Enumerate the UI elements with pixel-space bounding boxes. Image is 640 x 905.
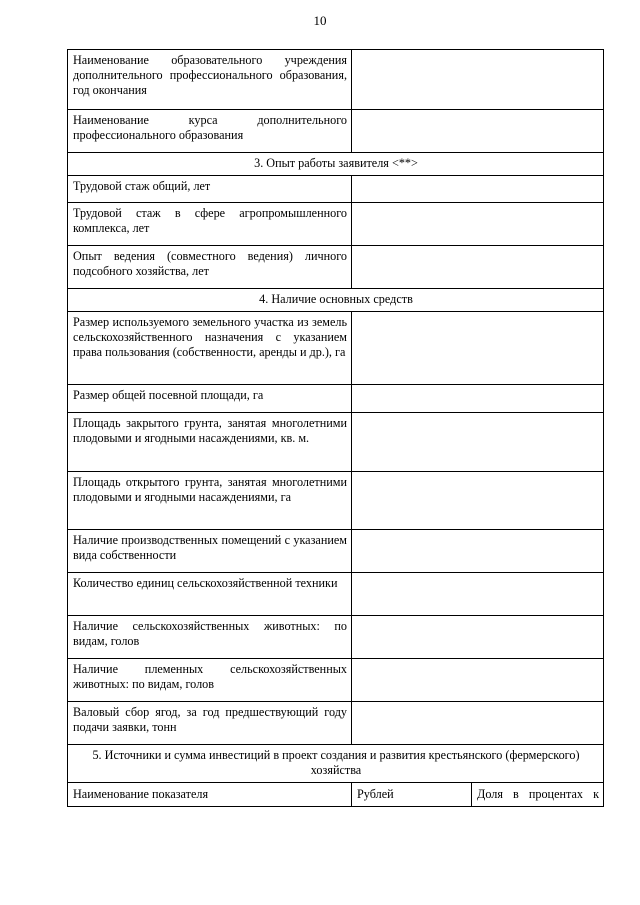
section-header-row <box>68 289 604 312</box>
row-label: Наличие племенных сельскохозяйственных животных: по видам, голов <box>68 659 352 702</box>
row-value-field[interactable] <box>352 616 604 659</box>
row-value-field[interactable] <box>352 176 604 203</box>
column-header-indicator: Наименование показателя <box>68 783 352 807</box>
form-row <box>68 413 604 472</box>
row-label: Трудовой стаж в сфере агропромышленного комплекса, лет <box>68 203 352 246</box>
row-value-field[interactable] <box>352 530 604 573</box>
row-label: Наличие сельскохозяйственных животных: по видам, голов <box>68 616 352 659</box>
form-row <box>68 203 604 246</box>
form-row <box>68 702 604 745</box>
section-header-row <box>68 153 604 176</box>
row-label: Валовый сбор ягод, за год предшествующий году подачи заявки, тонн <box>68 702 352 745</box>
table-header-row <box>68 783 604 807</box>
row-label: Площадь открытого грунта, занятая многолетними плодовыми и ягодными насаждениями, га <box>68 472 352 530</box>
row-value-field[interactable] <box>352 203 604 246</box>
section-4-title: 4. Наличие основных средств <box>68 289 604 312</box>
row-label: Площадь закрытого грунта, занятая многолетними плодовыми и ягодными насаждениями, кв. м. <box>68 413 352 472</box>
section-3-title: 3. Опыт работы заявителя <**> <box>68 153 604 176</box>
row-value-field[interactable] <box>352 385 604 413</box>
row-label: Количество единиц сельскохозяйственной техники <box>68 573 352 616</box>
row-value-field[interactable] <box>352 659 604 702</box>
form-row <box>68 312 604 385</box>
row-value-field[interactable] <box>352 246 604 289</box>
row-value-field[interactable] <box>352 472 604 530</box>
row-label: Наименование курса дополнительного профессионального образования <box>68 110 352 153</box>
row-value-field[interactable] <box>352 312 604 385</box>
form-row <box>68 573 604 616</box>
row-value-field[interactable] <box>352 413 604 472</box>
form-row <box>68 110 604 153</box>
column-header-share-percent: Доля в процентах к <box>472 783 604 807</box>
row-value-field[interactable] <box>352 702 604 745</box>
column-header-rubles: Рублей <box>352 783 472 807</box>
section-header-row <box>68 745 604 783</box>
row-label: Размер общей посевной площади, га <box>68 385 352 413</box>
page-number: 10 <box>313 13 327 28</box>
application-form-table <box>67 49 604 807</box>
form-row <box>68 385 604 413</box>
row-label: Размер используемого земельного участка из земель сельскохозяйственного назначения с указанием права пользования (собственности, аренды и др.), га <box>68 312 352 385</box>
form-row <box>68 50 604 110</box>
form-row <box>68 530 604 573</box>
form-row <box>68 659 604 702</box>
row-value-field[interactable] <box>352 50 604 110</box>
row-label: Опыт ведения (совместного ведения) личного подсобного хозяйства, лет <box>68 246 352 289</box>
form-row <box>68 176 604 203</box>
section-5-title: 5. Источники и сумма инвестиций в проект создания и развития крестьянского (фермерского) хозяйства <box>68 745 604 783</box>
form-row <box>68 472 604 530</box>
row-value-field[interactable] <box>352 110 604 153</box>
row-label: Наименование образовательного учреждения дополнительного профессионального образования, год окончания <box>68 50 352 110</box>
form-row <box>68 246 604 289</box>
form-row <box>68 616 604 659</box>
row-value-field[interactable] <box>352 573 604 616</box>
row-label: Наличие производственных помещений с указанием вида собственности <box>68 530 352 573</box>
row-label: Трудовой стаж общий, лет <box>68 176 352 203</box>
